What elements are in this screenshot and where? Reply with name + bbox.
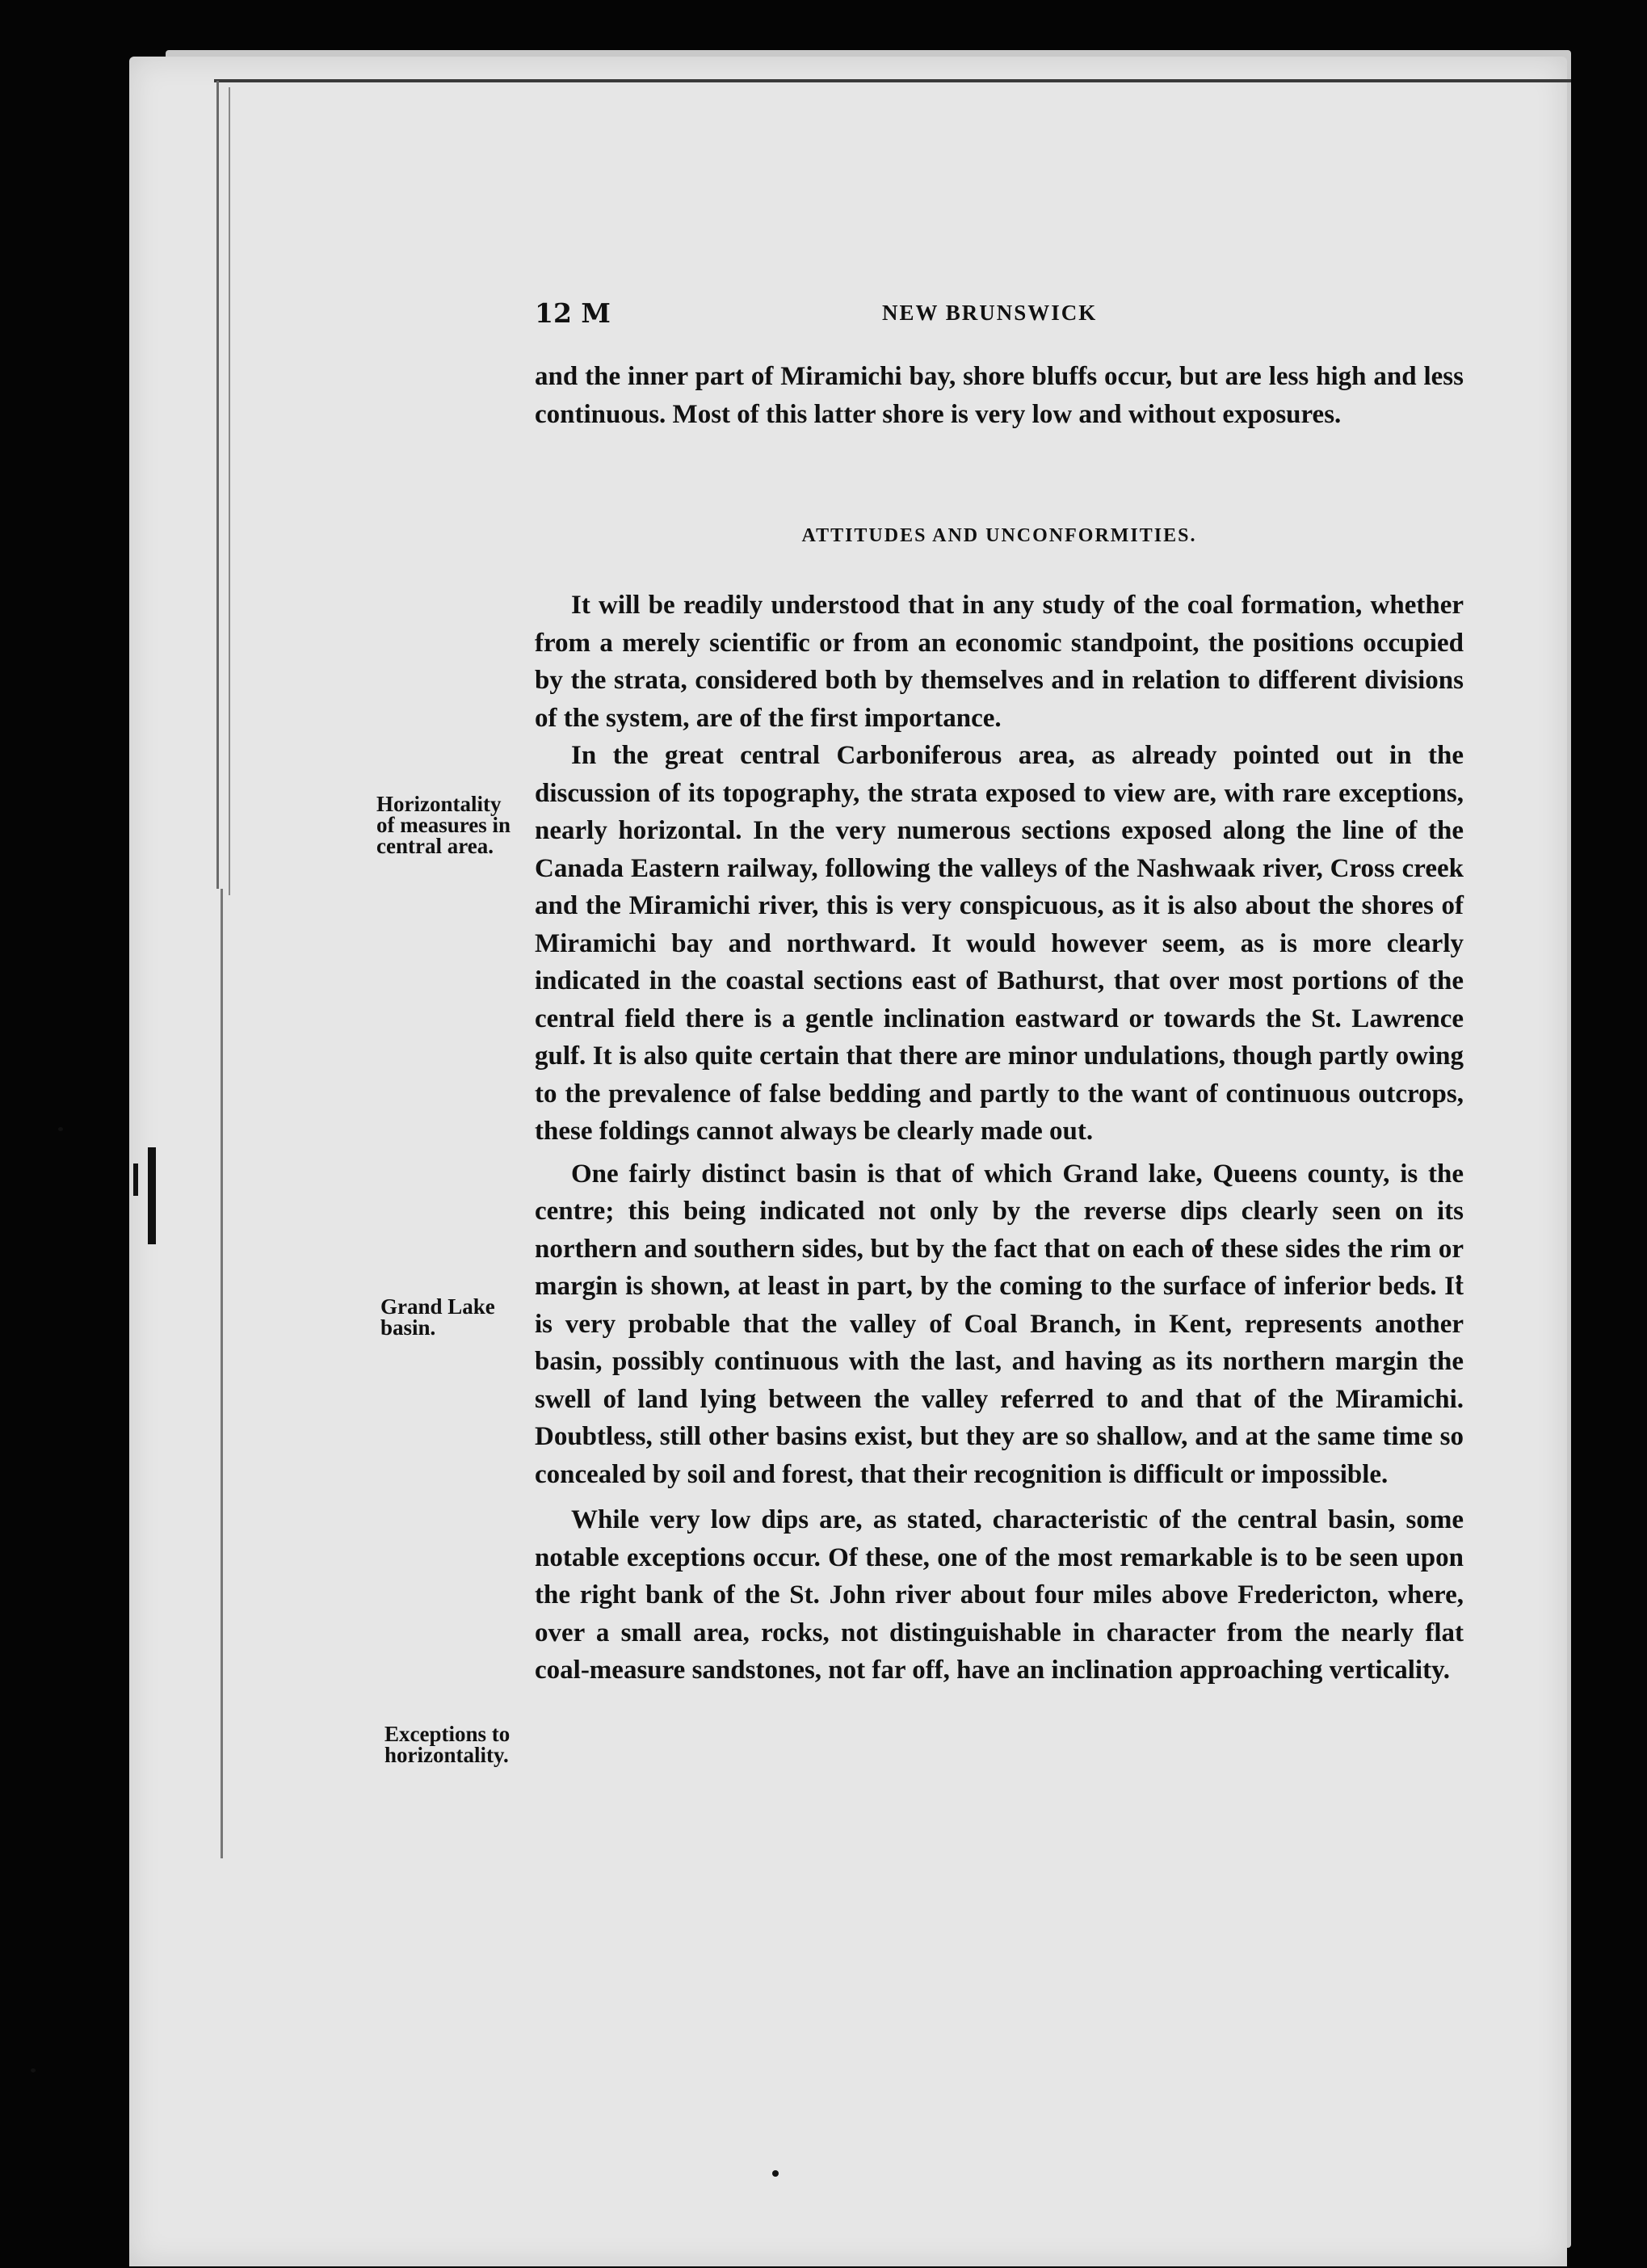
margin-note-line: Grand Lake [380, 1294, 495, 1319]
top-border-rule [214, 79, 1571, 82]
margin-note-line: horizontality. [384, 1743, 509, 1767]
page-header [535, 297, 1464, 330]
paragraph: One fairly distinct basin is that of which Grand lake, Queens county, is the centre; this being indicated not only by the reverse dips clearly seen on its northern and southern sides, but by the fact that on each of these sides the rim or margin is shown, at least in part, by the coming to the surface of inferior beds. It is very probable that the valley of Coal Branch, in Kent, represents another basin, possibly continuous with the last, and having as its northern margin the swell of land lying between the valley referred to and that of the Miramichi. Doubtless, still other basins exist, but they are so shallow, and at the same time so concealed by soil and forest, that their recognition is difficult or impossible. [535, 1159, 1464, 1489]
scan-speck [772, 2170, 779, 2177]
page-number: 12 M [535, 297, 611, 329]
main-text-block [535, 587, 1464, 1689]
margin-note-line: of measures in [376, 813, 510, 837]
binding-mark [148, 1147, 156, 1244]
margin-note-line: Exceptions to [384, 1722, 510, 1746]
margin-note-grand-lake [380, 1296, 495, 1338]
intro-paragraph: and the inner part of Miramichi bay, shore bluffs occur, but are less high and less continuous. Most of this latter shore is very low and without exposures. [535, 362, 1464, 429]
margin-note-line: Horizontality [376, 792, 502, 816]
paragraph: It will be readily understood that in any study of the coal formation, whether from a merely scientific or from an economic standpoint, the positions occupied by the strata, considered both by themselves and in relation to different divisions of the system, are of the first importance. [535, 591, 1464, 733]
paragraph: While very low dips are, as stated, characteristic of the central basin, some notable exceptions occur. Of these, one of the most remarkable is to be seen upon the right bank of the St. John river about four miles above Fredericton, where, over a small area, rocks, not distinguishable in character from the nearly flat coal-measure sandstones, not far off, have an inclination approaching verticality. [535, 1505, 1464, 1685]
left-border-rule [216, 81, 219, 889]
left-border-rule-lower [221, 889, 223, 1858]
scan-speck [31, 2068, 36, 2072]
margin-note-line: basin. [380, 1315, 436, 1340]
binding-mark-small [133, 1163, 138, 1196]
paragraph: In the great central Carboniferous area, as already pointed out in the discussion of its topography, the strata exposed to view are, with rare exceptions, nearly horizontal. In the very numerous sections exposed along the line of the Canada Eastern railway, following the valleys of the Nashwaak river, Cross creek and the Miramichi river, this is very conspicuous, as it is also about the shores of Miramichi bay and northward. It would however seem, as is more clearly indicated in the coastal sections east of Bathurst, that over most portions of the central field there is a gentle inclination eastward or towards the St. Lawrence gulf. It is also quite certain that there are minor undulations, though partly owing to the prevalence of false bedding and partly to the want of continuous outcrops, these foldings cannot always be clearly made out. [535, 741, 1464, 1146]
margin-note-exceptions [384, 1723, 510, 1765]
intro-text-block [535, 358, 1464, 433]
running-head: NEW BRUNSWICK [882, 301, 1098, 325]
left-border-rule-inner [229, 87, 230, 895]
section-heading: ATTITUDES AND UNCONFORMITIES. [801, 525, 1197, 546]
margin-note-line: central area. [376, 834, 494, 858]
scan-speck [58, 1127, 63, 1131]
margin-note-horizontality [376, 793, 510, 856]
